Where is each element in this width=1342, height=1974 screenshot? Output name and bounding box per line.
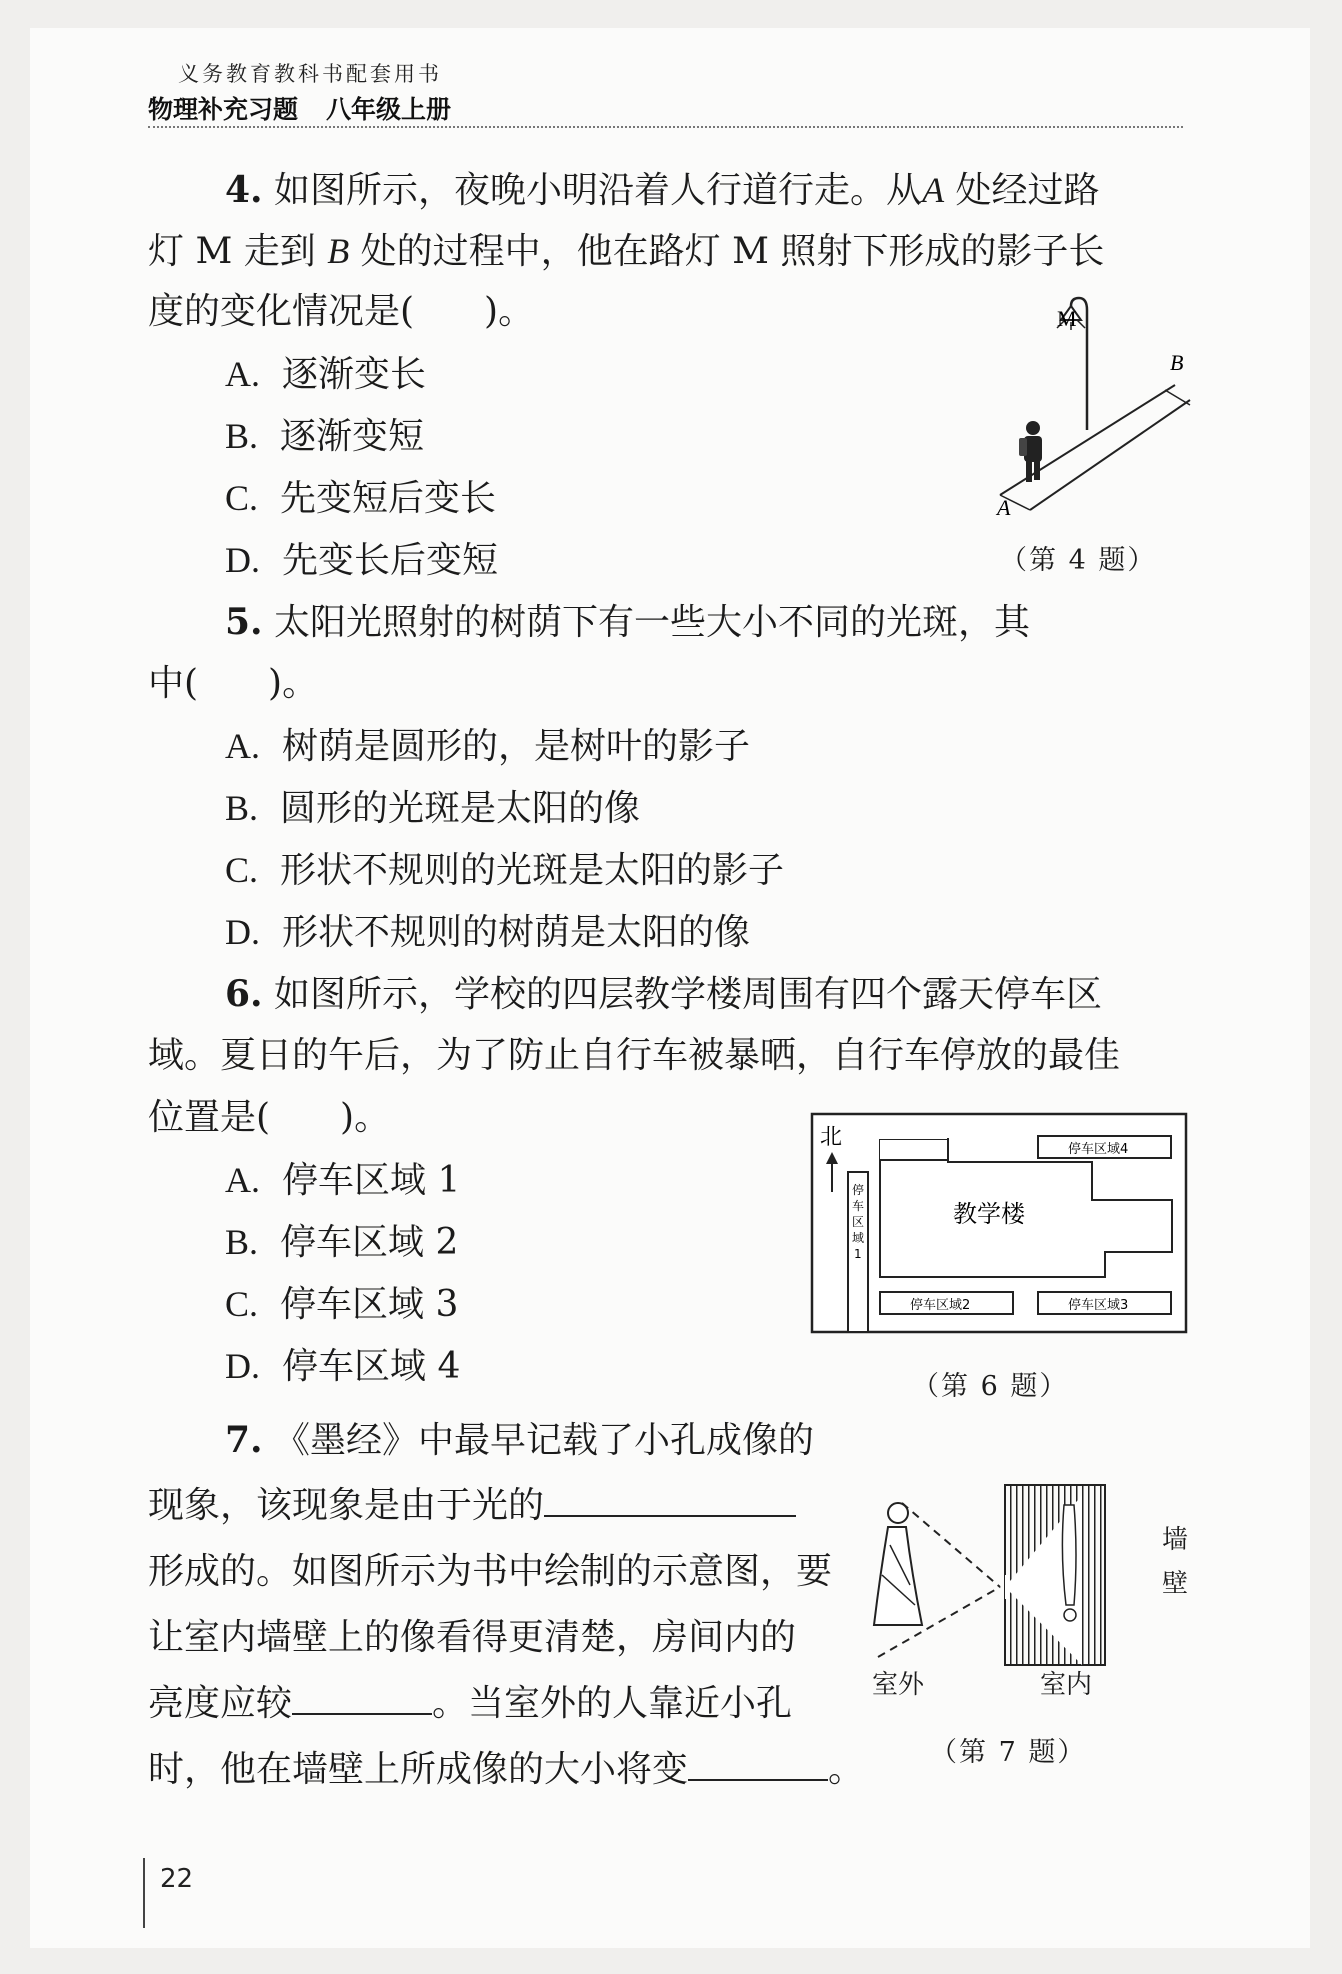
page-number: 22: [160, 1864, 194, 1894]
person-icon: [1019, 421, 1042, 482]
book-name: 物理补充习题: [148, 95, 299, 124]
q7-blank-1[interactable]: [544, 1485, 796, 1517]
wall-label: 墙壁: [1161, 1525, 1188, 1599]
q7-line5: 亮度应较 。当室外的人靠近小孔: [148, 1683, 793, 1724]
q6-line3: 位置是( )。: [148, 1097, 391, 1138]
svg-text:停车区域2: 停车区域2: [910, 1298, 971, 1313]
figure-7-caption: （第 7 题）: [930, 1737, 1087, 1768]
q7-line1: 7. 《墨经》中最早记载了小孔成像的: [225, 1419, 815, 1461]
q5-option-b[interactable]: B. 圆形的光斑是太阳的像: [225, 788, 641, 829]
q4-line3: 度的变化情况是( )。: [148, 291, 535, 332]
light-ray-top: [902, 1503, 1000, 1587]
figure-4-streetlight: [975, 290, 1205, 530]
q4-line1: 4. 如图所示，夜晚小明沿着人行道行走。从A 处经过路: [225, 169, 1100, 211]
svg-text:北: 北: [820, 1125, 843, 1150]
book-title: [148, 90, 479, 126]
svg-text:B: B: [1170, 350, 1184, 375]
q6-option-b[interactable]: B. 停车区域 2: [225, 1222, 459, 1263]
q4-option-c[interactable]: C. 先变短后变长: [225, 478, 497, 519]
q5-option-d[interactable]: D. 形状不规则的树荫是太阳的像: [225, 912, 751, 953]
q4-option-b[interactable]: B. 逐渐变短: [225, 416, 425, 457]
q4-line2: 灯 M 走到 B 处的过程中，他在路灯 M 照射下形成的影子长: [148, 231, 1105, 272]
q7-blank-3[interactable]: [688, 1749, 828, 1781]
q7-line2: 现象，该现象是由于光的: [148, 1484, 796, 1528]
q7-line6: 时，他在墙壁上所成像的大小将变 。: [148, 1749, 865, 1790]
page-edge-bar: [143, 1858, 145, 1928]
outdoor-label: 室外: [872, 1670, 925, 1700]
outdoor-person-icon: [874, 1503, 922, 1625]
q5-option-a[interactable]: A. 树荫是圆形的，是树叶的影子: [225, 726, 751, 767]
q6-option-c[interactable]: C. 停车区域 3: [225, 1284, 459, 1325]
zone1-label: 停车区域 1: [852, 1183, 865, 1261]
figure-4-caption: （第 4 题）: [1000, 545, 1157, 576]
q4-number: 4.: [225, 169, 263, 211]
svg-text:A: A: [997, 495, 1011, 520]
q4-option-d[interactable]: D. 先变长后变短: [225, 540, 499, 581]
q5-line1: 5. 太阳光照射的树荫下有一些大小不同的光斑，其: [225, 601, 1031, 643]
series-title: 义务教育教科书配套用书: [178, 62, 442, 86]
q4-option-a[interactable]: A. 逐渐变长: [225, 354, 427, 395]
q5-line2: 中( )。: [148, 663, 319, 704]
header-divider: [148, 126, 1183, 128]
q7-line3: 形成的。如图所示为书中绘制的示意图，要: [148, 1551, 833, 1592]
figure-7-pinhole: [860, 1475, 1110, 1685]
pinhole: [1005, 1575, 1009, 1599]
svg-text:停车区域4: 停车区域4: [1068, 1142, 1129, 1157]
q7-line4: 让室内墙壁上的像看得更清楚，房间内的: [148, 1617, 797, 1658]
svg-text:M: M: [1057, 306, 1077, 331]
grade-label: 八年级上册: [326, 95, 452, 124]
q6-line2: 域。夏日的午后，为了防止自行车被暴晒，自行车停放的最佳: [148, 1035, 1121, 1076]
figure-6-map: [810, 1112, 1190, 1337]
figure-6-caption: （第 6 题）: [912, 1371, 1069, 1402]
walkway-edge-right: [1030, 400, 1190, 510]
svg-text:教学楼: 教学楼: [953, 1200, 1025, 1228]
q6-option-a[interactable]: A. 停车区域 1: [225, 1160, 461, 1201]
q6-option-d[interactable]: D. 停车区域 4: [225, 1346, 461, 1387]
svg-text:停车区域3: 停车区域3: [1068, 1298, 1129, 1313]
q7-blank-2[interactable]: [292, 1683, 432, 1715]
indoor-label: 室内: [1040, 1670, 1093, 1700]
q5-option-c[interactable]: C. 形状不规则的光斑是太阳的影子: [225, 850, 785, 891]
q6-line1: 6. 如图所示，学校的四层教学楼周围有四个露天停车区: [225, 973, 1103, 1015]
